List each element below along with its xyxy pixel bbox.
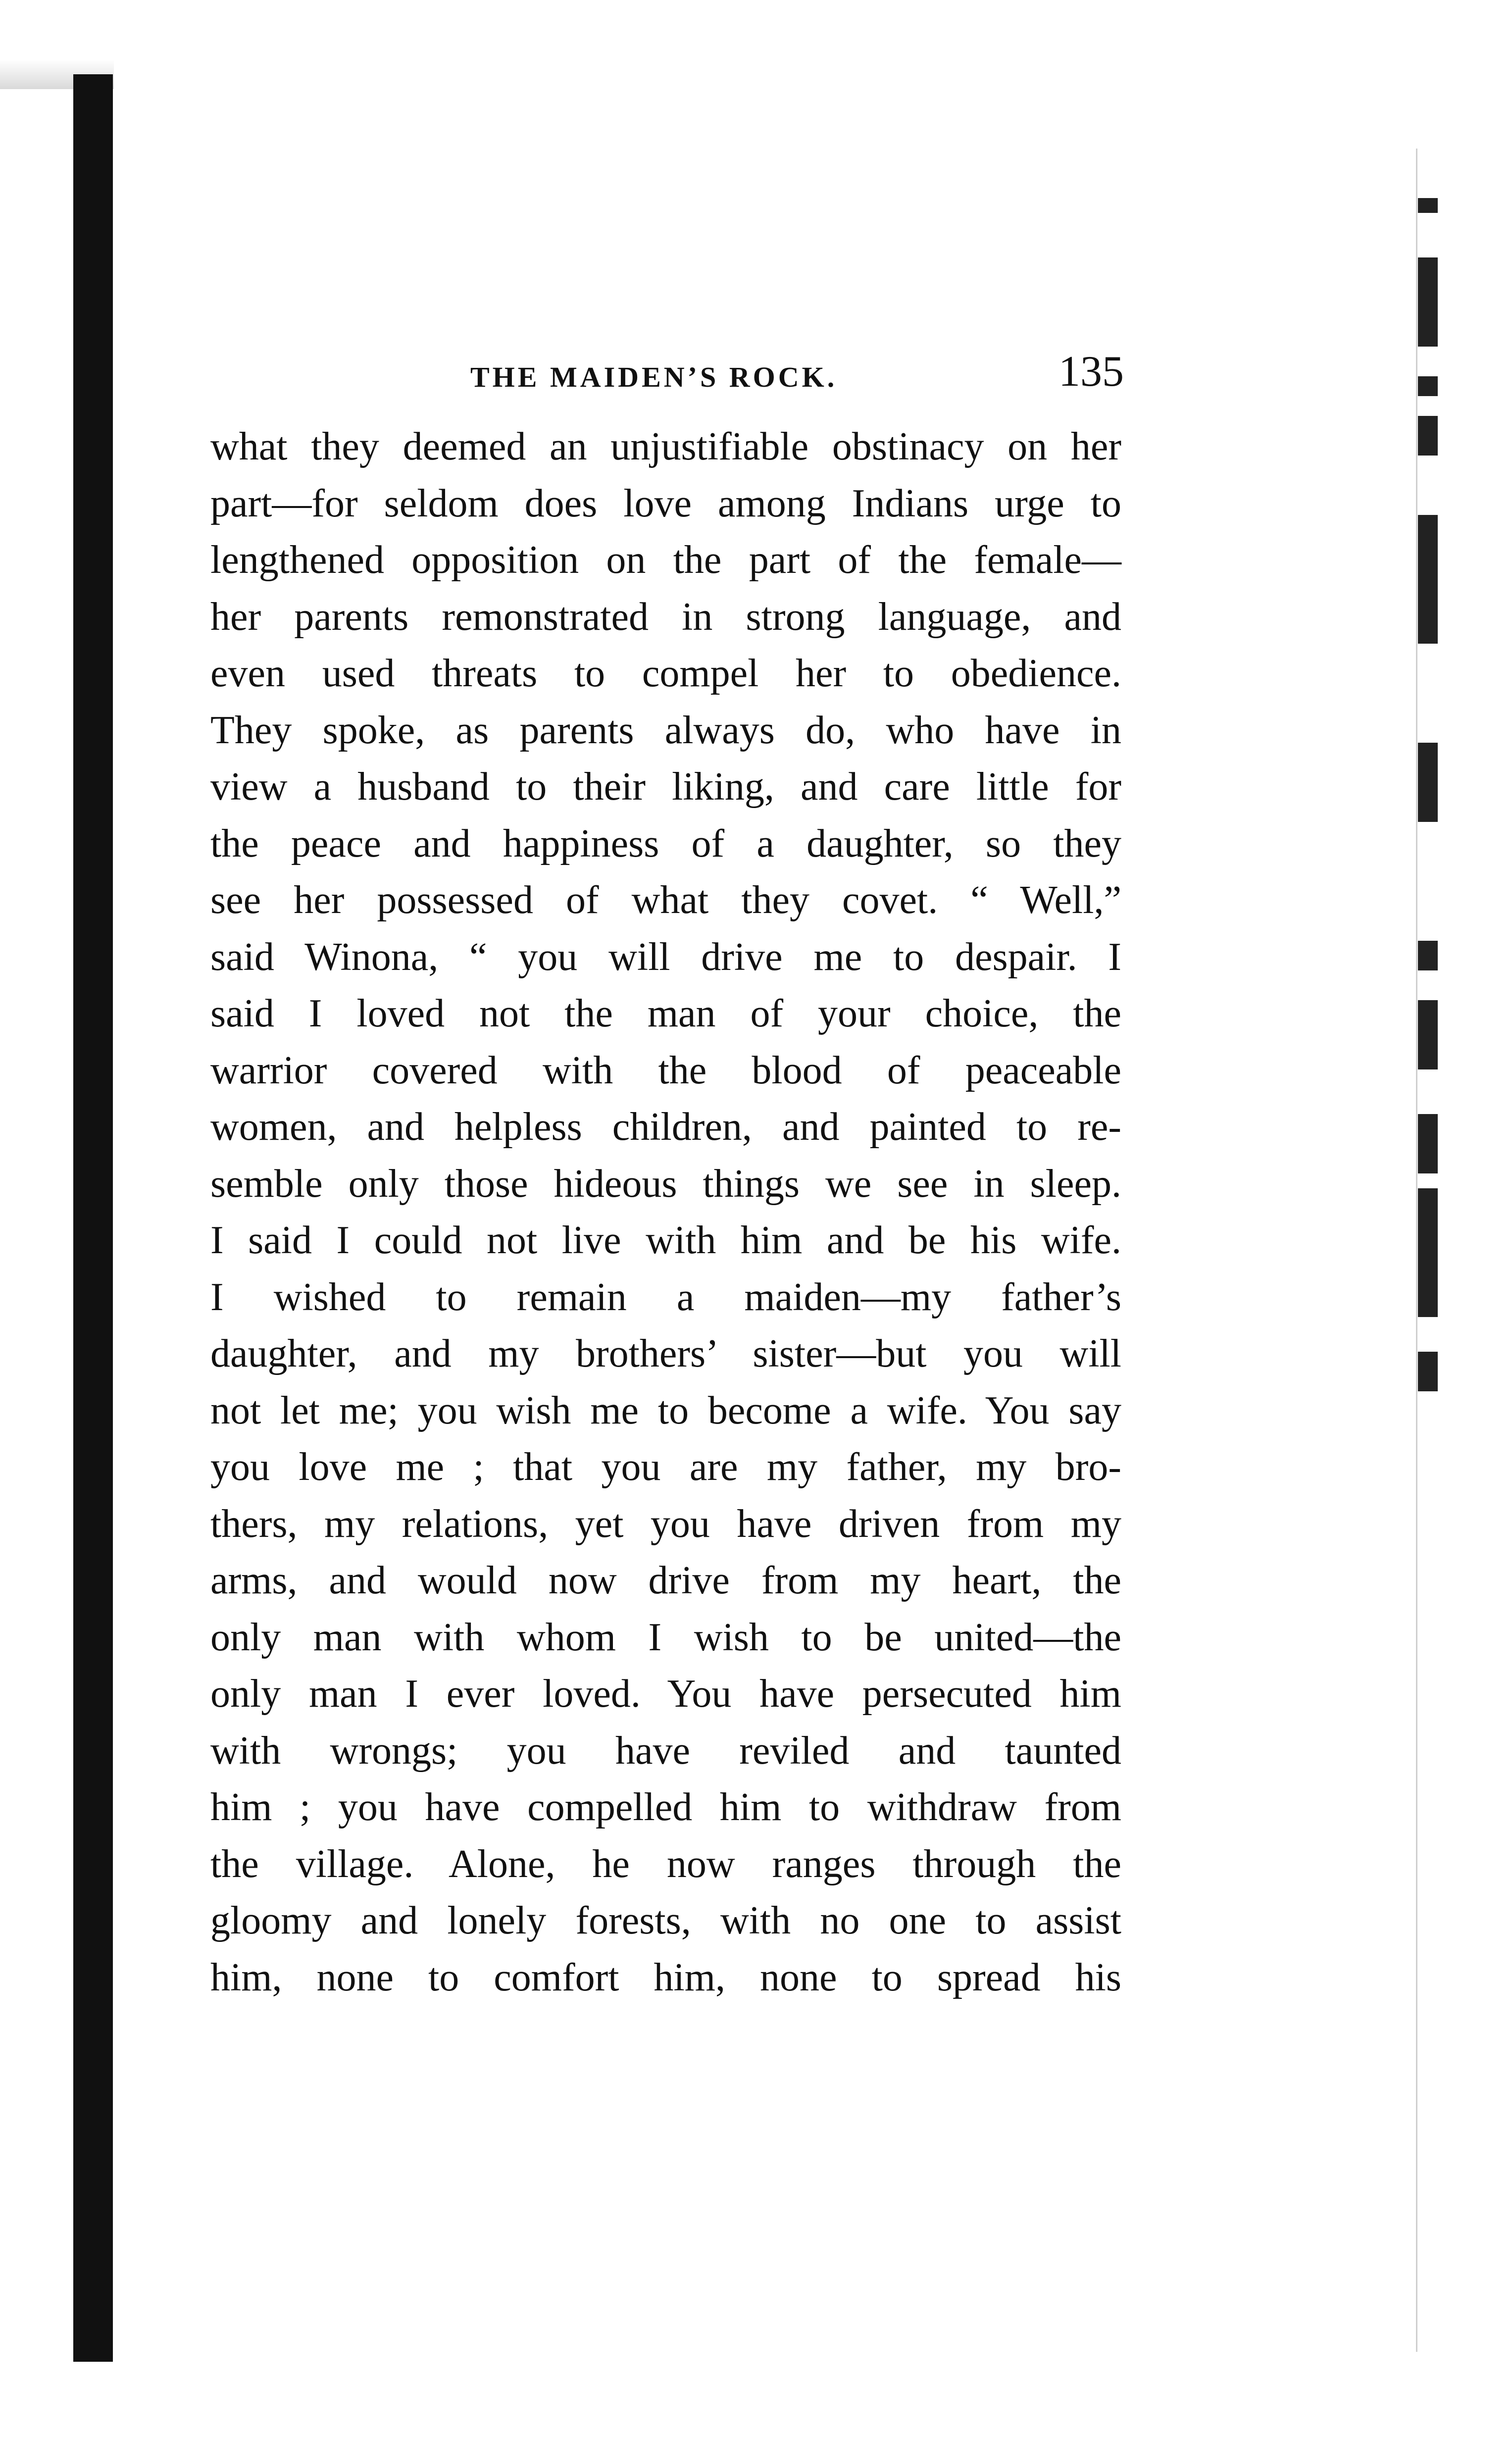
text-line: view a husband to their liking, and care little for: [210, 765, 1121, 809]
text-line: part—for seldom does love among Indians urge to: [210, 481, 1121, 525]
binding-strip: [73, 74, 113, 2362]
text-line: even used threats to compel her to obedience.: [210, 652, 1121, 695]
text-line: only man I ever loved. You have persecuted him: [210, 1672, 1121, 1716]
text-line: I wished to remain a maiden—my father’s: [210, 1275, 1121, 1319]
text-line: said Winona, “ you will drive me to despair. I: [210, 935, 1121, 979]
text-line: They spoke, as parents always do, who have in: [210, 708, 1121, 752]
page-edge-marks: [1418, 198, 1438, 2327]
text-line: gloomy and lonely forests, with no one to assist: [210, 1899, 1121, 1942]
text-line: women, and helpless children, and painted to re-: [210, 1105, 1121, 1149]
text-line: only man with whom I wish to be united—the: [210, 1615, 1121, 1659]
text-line: him ; you have compelled him to withdraw from: [210, 1785, 1121, 1829]
page-edge-line: [1416, 149, 1417, 2352]
text-line: not let me; you wish me to become a wife. You say: [210, 1388, 1121, 1432]
text-line: the village. Alone, he now ranges through the: [210, 1842, 1121, 1886]
text-line: I said I could not live with him and be his wife.: [210, 1219, 1121, 1262]
text-line: the peace and happiness of a daughter, so they: [210, 821, 1121, 865]
text-line: warrior covered with the blood of peaceable: [210, 1048, 1121, 1092]
text-line: thers, my relations, yet you have driven from my: [210, 1502, 1121, 1546]
body-text: [210, 418, 1121, 2006]
text-line: see her possessed of what they covet. “ Well,”: [210, 878, 1121, 922]
text-line: you love me ; that you are my father, my bro-: [210, 1445, 1121, 1489]
text-line: with wrongs; you have reviled and taunted: [210, 1728, 1121, 1773]
text-line: said I loved not the man of your choice, the: [210, 992, 1121, 1035]
text-line: what they deemed an unjustifiable obstinacy on her: [210, 425, 1121, 468]
text-line: lengthened opposition on the part of the female—: [210, 538, 1121, 582]
text-line: him, none to comfort him, none to spread his: [210, 1955, 1121, 1999]
text-line: arms, and would now drive from my heart, the: [210, 1559, 1121, 1602]
text-line: semble only those hideous things we see in sleep.: [210, 1162, 1121, 1206]
running-header: [213, 347, 1124, 401]
text-line: her parents remonstrated in strong language, and: [210, 595, 1121, 639]
page-number: 135: [1058, 348, 1124, 396]
running-title: THE MAIDEN’S ROCK.: [470, 361, 838, 393]
text-line: daughter, and my brothers’ sister—but you will: [210, 1332, 1121, 1375]
